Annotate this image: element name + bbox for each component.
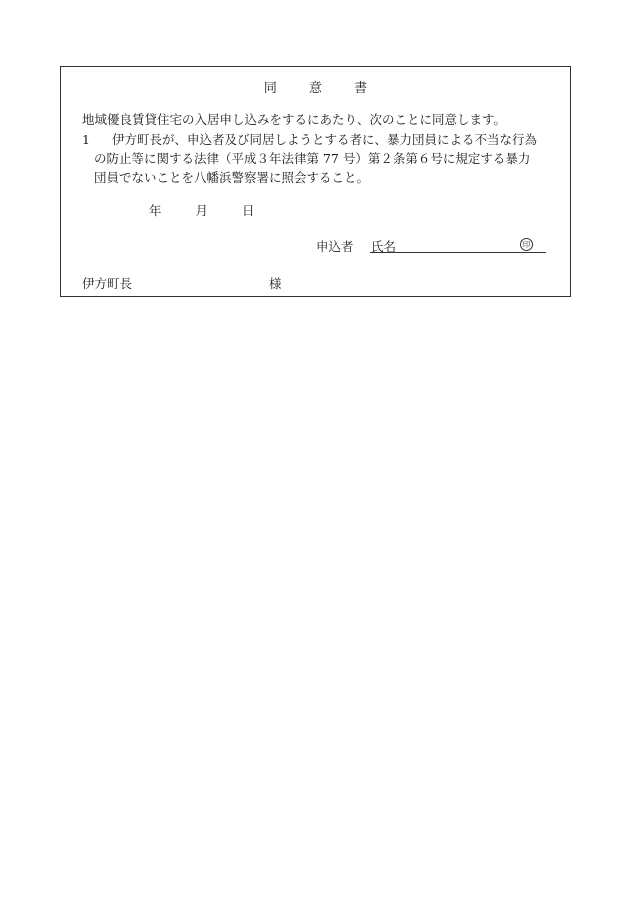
- item-text-line-2: の防止等に関する法律（平成３年法律第 77 号）第２条第６号に規定する暴力: [94, 151, 531, 166]
- recipient-honorific: 様: [269, 276, 282, 291]
- date-year-label: 年: [149, 203, 162, 218]
- item-number: 1: [82, 132, 90, 147]
- date-month-label: 月: [195, 203, 209, 218]
- document-title: [61, 77, 570, 96]
- item-text-line-3: 団員でないことを八幡浜警察署に照会すること。: [94, 170, 370, 185]
- seal-icon: 印: [520, 238, 533, 251]
- title-char-1: 同: [263, 81, 277, 96]
- name-label: 氏名: [371, 239, 397, 254]
- date-day-label: 日: [242, 203, 255, 218]
- applicant-label: 申込者: [316, 239, 354, 254]
- item-text-line-1: 伊方町長が、申込者及び同居しようとする者に、暴力団員による不当な行為: [112, 132, 538, 147]
- title-char-3: 書: [354, 81, 368, 96]
- consent-form: [60, 66, 571, 297]
- date-field[interactable]: [149, 201, 285, 219]
- title-char-2: 意: [308, 81, 322, 96]
- name-signature-line[interactable]: [370, 252, 546, 253]
- recipient-name: 伊方町長: [82, 276, 133, 291]
- intro-text: 地域優良賃貸住宅の入居申し込みをするにあたり、次のことに同意します。: [82, 112, 507, 127]
- consent-item: [82, 130, 568, 187]
